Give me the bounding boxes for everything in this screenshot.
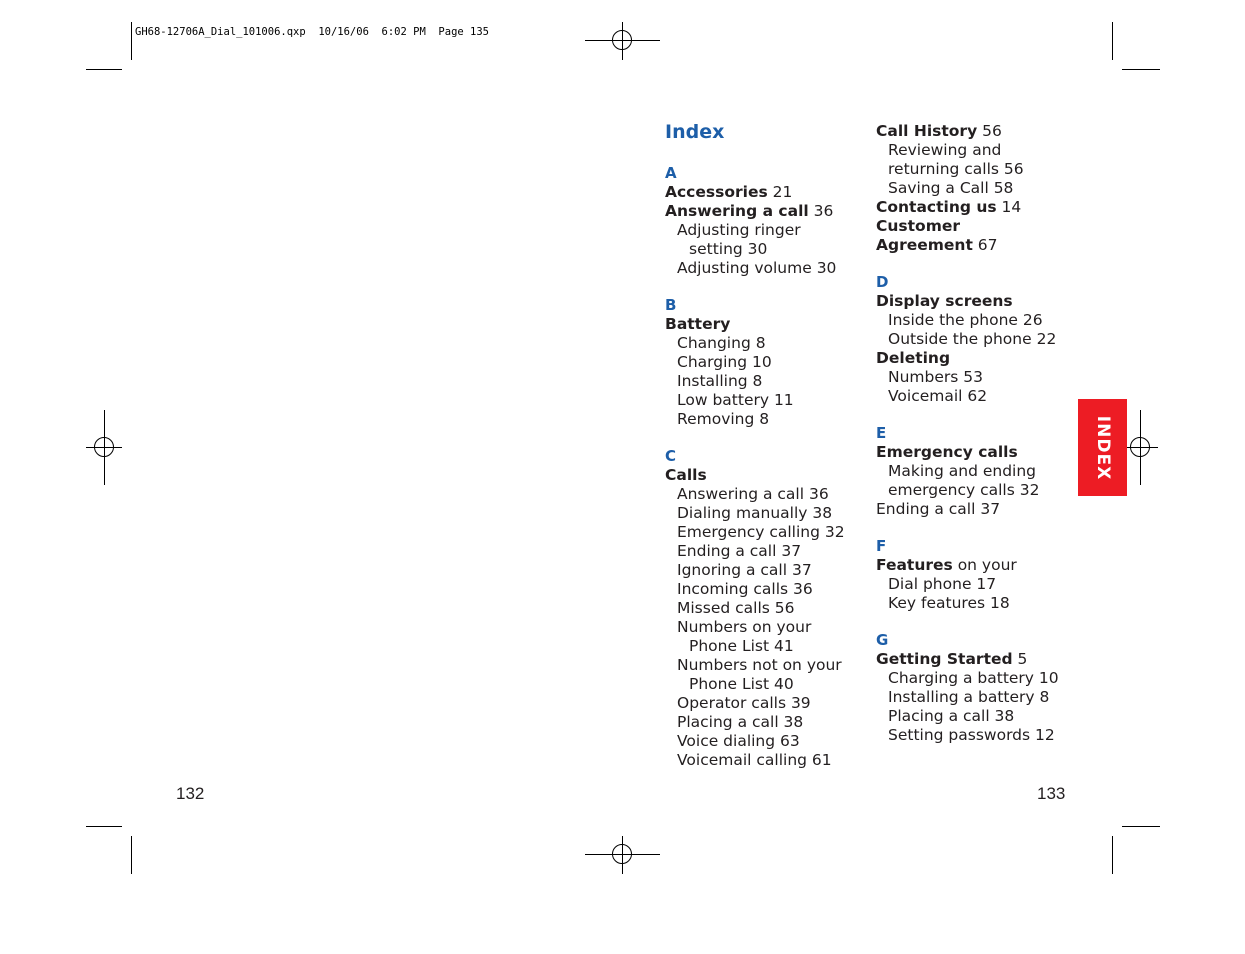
index-entry: Call History 56 bbox=[876, 122, 1002, 140]
index-subentry: Adjusting ringer bbox=[677, 221, 801, 239]
index-tab bbox=[1078, 399, 1127, 496]
index-subentry: Missed calls 56 bbox=[677, 599, 795, 617]
index-entry: Deleting bbox=[876, 349, 951, 367]
index-subentry: Ending a call 37 bbox=[677, 542, 802, 560]
index-subentry: Answering a call 36 bbox=[677, 485, 829, 503]
index-subentry: Setting passwords 12 bbox=[888, 726, 1055, 744]
index-subentry: Inside the phone 26 bbox=[888, 311, 1043, 329]
index-subentry: Installing 8 bbox=[677, 372, 763, 390]
index-subentry: Charging a battery 10 bbox=[888, 669, 1059, 687]
index-tab-label: INDEX bbox=[1092, 415, 1113, 480]
index-subentry: Numbers 53 bbox=[888, 368, 983, 386]
index-subentry: Emergency calling 32 bbox=[677, 523, 845, 541]
crop-mark bbox=[86, 826, 122, 827]
index-entry: Accessories 21 bbox=[665, 183, 793, 201]
index-subentry: Dialing manually 38 bbox=[677, 504, 833, 522]
index-subentry: Outside the phone 22 bbox=[888, 330, 1057, 348]
section-letter-e: E bbox=[876, 424, 887, 442]
index-subentry: Phone List 41 bbox=[689, 637, 794, 655]
index-entry: Battery bbox=[665, 315, 731, 333]
index-subentry: Phone List 40 bbox=[689, 675, 794, 693]
index-subentry: returning calls 56 bbox=[888, 160, 1024, 178]
crop-mark bbox=[1122, 69, 1160, 70]
index-entry: Display screens bbox=[876, 292, 1013, 310]
section-letter-f: F bbox=[876, 537, 887, 555]
index-subentry: Placing a call 38 bbox=[677, 713, 804, 731]
index-column-2 bbox=[876, 122, 1059, 745]
page-number-right: 133 bbox=[1037, 784, 1066, 803]
crop-mark bbox=[86, 69, 122, 70]
index-subentry: setting 30 bbox=[689, 240, 768, 258]
index-subentry: Key features 18 bbox=[888, 594, 1010, 612]
index-entry: Features on your bbox=[876, 556, 1017, 574]
section-letter-b: B bbox=[665, 296, 677, 314]
index-subentry: Placing a call 38 bbox=[888, 707, 1015, 725]
index-entry: Customer bbox=[876, 217, 961, 235]
page-number-left: 132 bbox=[176, 784, 205, 803]
index-subentry: Incoming calls 36 bbox=[677, 580, 813, 598]
section-letter-a: A bbox=[665, 164, 677, 182]
index-subentry: Low battery 11 bbox=[677, 391, 794, 409]
section-letter-g: G bbox=[876, 631, 889, 649]
file-slug: GH68-12706A_Dial_101006.qxp 10/16/06 6:02 PM Page 135 bbox=[135, 26, 490, 38]
index-subentry: emergency calls 32 bbox=[888, 481, 1040, 499]
crop-mark bbox=[131, 22, 132, 60]
index-entry: Agreement 67 bbox=[876, 236, 998, 254]
index-subentry: Saving a Call 58 bbox=[888, 179, 1014, 197]
section-letter-d: D bbox=[876, 273, 889, 291]
index-subentry: Dial phone 17 bbox=[888, 575, 997, 593]
index-column-1 bbox=[665, 120, 845, 770]
index-subentry: Changing 8 bbox=[677, 334, 766, 352]
section-letter-c: C bbox=[665, 447, 677, 465]
index-subentry: Voice dialing 63 bbox=[677, 732, 800, 750]
index-subentry: Voicemail 62 bbox=[888, 387, 988, 405]
index-title: Index bbox=[665, 121, 725, 143]
index-subentry: Reviewing and bbox=[888, 141, 1002, 159]
index-subentry: Numbers on your bbox=[677, 618, 812, 636]
crop-mark bbox=[1122, 826, 1160, 827]
index-subentry: Adjusting volume 30 bbox=[677, 259, 837, 277]
index-entry: Ending a call 37 bbox=[876, 500, 1001, 518]
crop-mark bbox=[131, 836, 132, 874]
index-entry: Emergency calls bbox=[876, 443, 1018, 461]
index-subentry: Voicemail calling 61 bbox=[677, 751, 832, 769]
index-entry: Calls bbox=[665, 466, 707, 484]
crop-mark bbox=[1112, 836, 1113, 874]
index-subentry: Installing a battery 8 bbox=[888, 688, 1050, 706]
index-entry: Getting Started 5 bbox=[876, 650, 1028, 668]
index-subentry: Numbers not on your bbox=[677, 656, 842, 674]
index-subentry: Charging 10 bbox=[677, 353, 772, 371]
index-subentry: Removing 8 bbox=[677, 410, 770, 428]
index-entry: Answering a call 36 bbox=[665, 202, 834, 220]
index-subentry: Making and ending bbox=[888, 462, 1036, 480]
index-subentry: Ignoring a call 37 bbox=[677, 561, 812, 579]
crop-mark bbox=[1112, 22, 1113, 60]
index-entry: Contacting us 14 bbox=[876, 198, 1022, 216]
index-subentry: Operator calls 39 bbox=[677, 694, 811, 712]
